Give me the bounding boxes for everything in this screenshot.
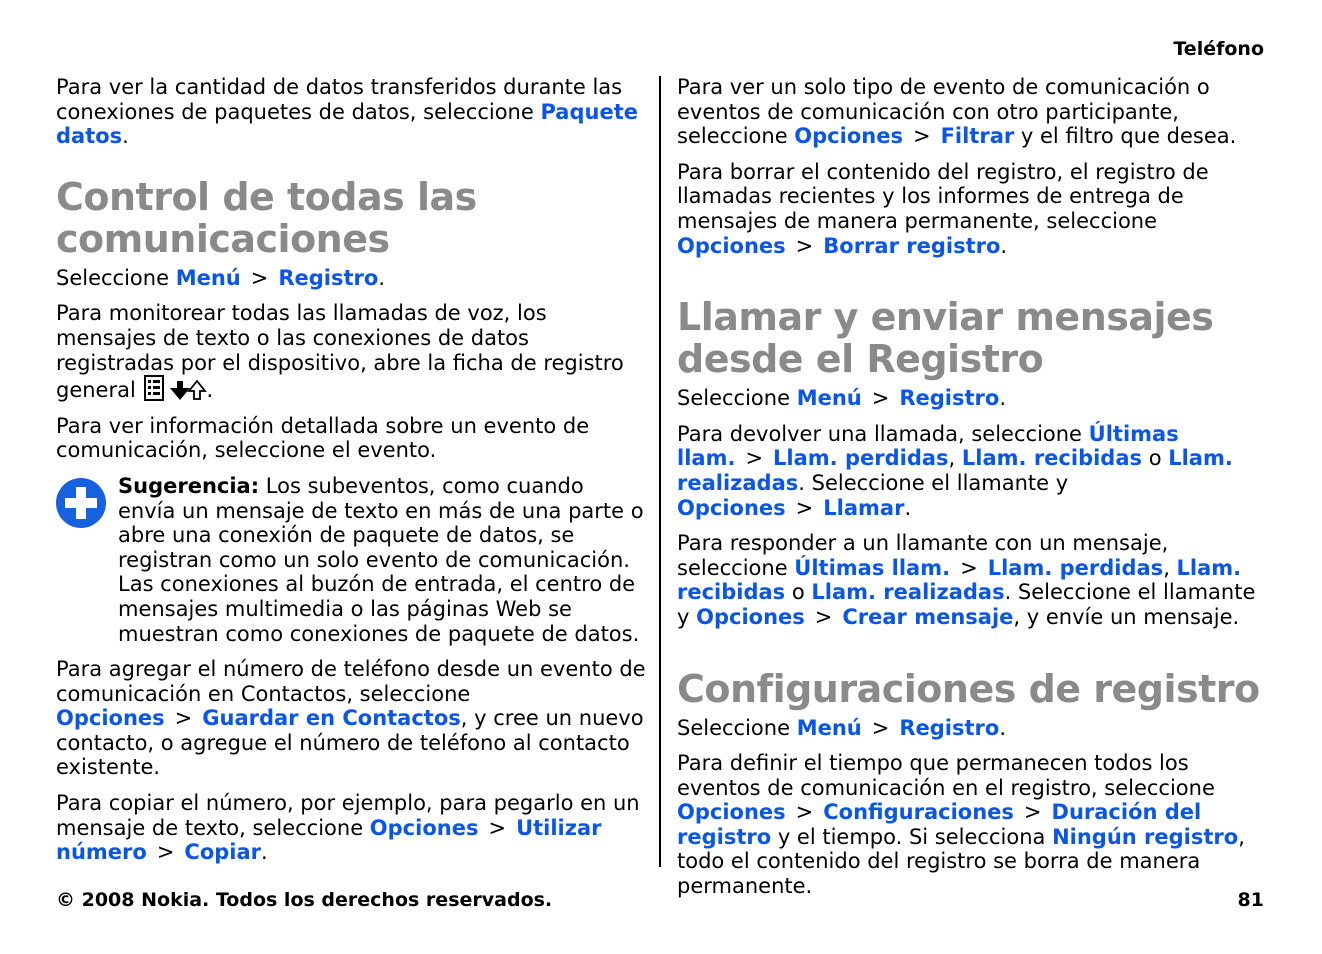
link-opciones[interactable]: Opciones [677,800,786,825]
paragraph-data-transfer: Para ver la cantidad de datos transferidos durante las conexiones de paquetes de datos, seleccione Paquete datos. [56,75,638,149]
paragraph-save-contact: Para agregar el número de teléfono desde un evento de comunicación en Contactos, seleccione Opciones > Guardar en Contactos, y cree un nuevo contacto, o agregue el número de teléfono al contacto existente. [56,657,646,780]
link-llam-perdidas[interactable]: Llam. perdidas [987,555,1164,580]
paragraph-reply-message: Para responder a un llamante con un mensaje, seleccione Últimas llam. > Llam. perdidas, Llam. recibidas o Llam. realizadas. Seleccione el llamante y Opciones > Crear mensaje, y envíe un mensaje. [677,531,1256,629]
link-opciones[interactable]: Opciones [369,815,479,840]
paragraph-return-call: Para devolver una llamada, seleccione Últimas llam. > Llam. perdidas, Llam. recibidas o Llam. realizadas. Seleccione el llamante y Opciones > Llamar. [677,421,1233,520]
link-duracion-registro[interactable]: Duración del registro [677,800,1202,849]
copyright-text: © 2008 Nokia. Todos los derechos reservados. [56,889,553,911]
heading-llamar-enviar: Llamar y enviar mensajes desde el Registro [677,295,1214,382]
link-menu[interactable]: Menú [796,715,862,740]
link-llam-realizadas[interactable]: Llam. realizadas [811,580,1005,605]
tip-text: Los subeventos, como cuando envía un mensaje de texto en más de una parte o abre una conexión de paquete de datos, se registran como un solo evento de comunicación. Las conexiones al buzón de entrada, el centro de mensajes multimedia o las páginas Web se muestran como conexiones de paquete de datos. [118,473,644,646]
heading-control-comunicaciones: Control de todas las comunicaciones [56,174,477,261]
link-llam-recibidas[interactable]: Llam. recibidas [677,555,1242,605]
link-opciones[interactable]: Opciones [794,124,903,149]
paragraph-copy-number: Para copiar el número, por ejemplo, para pegarlo en un mensaje de texto, seleccione Opciones > Utilizar número > Copiar. [56,791,640,865]
column-divider [659,76,661,867]
link-utilizar-numero[interactable]: Utilizar número [56,815,602,865]
menu-path-1: Seleccione Menú > Registro. [56,265,385,290]
paragraph-monitor: Para monitorear todas las llamadas de voz, los mensajes de texto o las conexiones de datos registradas por el dispositivo, abre la ficha de registro general . [56,301,624,403]
menu-path-2: Seleccione Menú > Registro. [677,386,1006,411]
link-registro[interactable]: Registro [899,386,1000,411]
incoming-outgoing-arrows-icon [167,379,207,401]
link-borrar-registro[interactable]: Borrar registro [823,233,1001,258]
heading-configuraciones-registro: Configuraciones de registro [677,666,1260,711]
log-list-icon [143,375,165,401]
tip-plus-icon [56,478,106,528]
link-menu[interactable]: Menú [175,265,241,290]
general-log-tab-icons [143,375,207,401]
paragraph-log-duration: Para definir el tiempo que permanecen todos los eventos de comunicación en el registro, seleccione Opciones > Configuraciones > Duración del registro y el tiempo. Si selecciona Ningún registro, todo el contenido del registro se borra de manera permanente. [677,751,1245,899]
page-number: 81 [1237,889,1264,911]
link-opciones[interactable]: Opciones [696,604,805,629]
link-configuraciones[interactable]: Configuraciones [823,800,1014,825]
link-opciones[interactable]: Opciones [677,233,786,258]
link-llam-perdidas[interactable]: Llam. perdidas [773,446,949,471]
paragraph-filter: Para ver un solo tipo de evento de comunicación o eventos de comunicación con otro participante, seleccione Opciones > Filtrar y el filtro que desea. [677,75,1237,149]
link-llam-recibidas[interactable]: Llam. recibidas [961,446,1143,471]
link-guardar-en-contactos[interactable]: Guardar en Contactos [202,706,461,731]
tip-box [56,474,646,646]
page-section-header: Teléfono [1173,38,1264,60]
link-ultimas-llam[interactable]: Últimas llam. [794,555,951,580]
link-crear-mensaje[interactable]: Crear mensaje [842,604,1014,629]
link-llam-realizadas[interactable]: Llam. realizadas [677,446,1233,495]
menu-path-3: Seleccione Menú > Registro. [677,715,1006,740]
link-paquete-datos[interactable]: Paquete datos [56,99,638,149]
link-menu[interactable]: Menú [796,386,862,411]
link-opciones[interactable]: Opciones [56,706,165,731]
link-filtrar[interactable]: Filtrar [940,124,1015,149]
link-opciones[interactable]: Opciones [677,495,786,520]
link-registro[interactable]: Registro [278,265,379,290]
left-column [56,75,646,876]
right-column [677,75,1267,910]
link-llamar[interactable]: Llamar [823,495,905,520]
link-copiar[interactable]: Copiar [184,840,262,865]
paragraph-clear-log: Para borrar el contenido del registro, el registro de llamadas recientes y los informes de entrega de mensajes de manera permanente, seleccione Opciones > Borrar registro. [677,159,1209,258]
link-ultimas-llam[interactable]: Últimas llam. [677,421,1179,471]
paragraph-detail: Para ver información detallada sobre un evento de comunicación, seleccione el evento. [56,413,590,463]
page-footer [56,889,1264,911]
link-ningun-registro[interactable]: Ningún registro [1052,824,1239,849]
link-registro[interactable]: Registro [899,715,1000,740]
tip-title: Sugerencia: [118,473,260,498]
